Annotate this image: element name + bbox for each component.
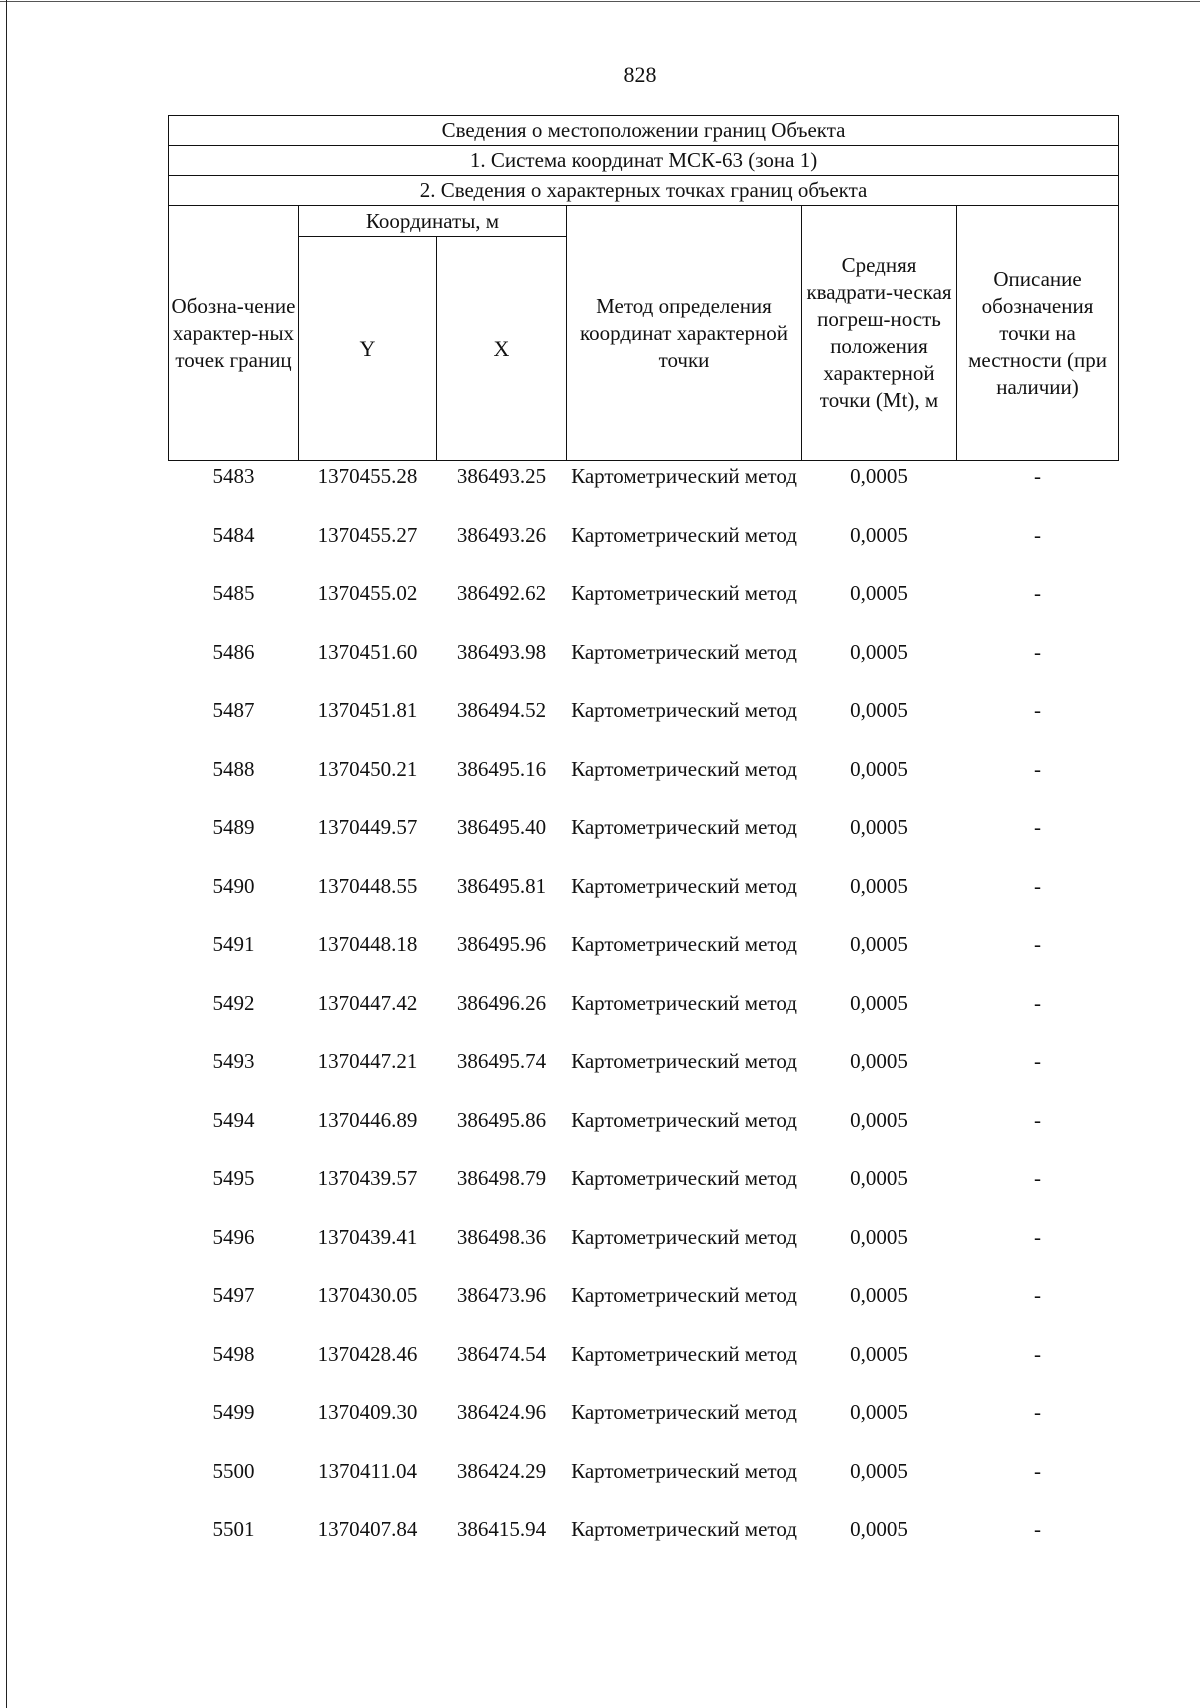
coord-x: 386493.25 [456, 464, 547, 488]
point-id: 5498 [212, 1341, 255, 1366]
method: Картометрический метод [571, 1283, 797, 1307]
coord-y: 1370428.46 [317, 1341, 418, 1366]
error-value: 0,0005 [850, 815, 908, 839]
description: - [1034, 698, 1042, 722]
table-row [169, 1046, 1119, 1105]
header-error: Средняя квадрати-ческая погреш-ность положения характерной точки (Mt), м [802, 206, 957, 461]
point-id: 5493 [212, 1049, 255, 1073]
table-row [169, 754, 1119, 813]
error-value: 0,0005 [850, 1517, 908, 1541]
method: Картометрический метод [571, 932, 797, 956]
scan-left-edge [6, 0, 7, 1708]
coord-y: 1370450.21 [317, 756, 418, 781]
description: - [1034, 1517, 1042, 1541]
coord-x: 386495.74 [456, 1049, 547, 1073]
coord-x: 386474.54 [456, 1341, 547, 1366]
coord-x: 386495.40 [456, 815, 547, 839]
description: - [1034, 932, 1042, 956]
header-x: X [437, 237, 567, 461]
coord-y: 1370455.27 [317, 522, 418, 547]
method: Картометрический метод [571, 1400, 797, 1424]
coord-x: 386495.16 [456, 756, 547, 781]
method: Картометрический метод [571, 1166, 797, 1190]
point-id: 5501 [212, 1517, 255, 1541]
coord-x: 386495.86 [456, 1107, 547, 1132]
error-value: 0,0005 [850, 1400, 908, 1424]
coord-x: 386496.26 [456, 990, 547, 1015]
coord-y: 1370430.05 [317, 1283, 418, 1307]
table-row [169, 578, 1119, 637]
points-section-title: 2. Сведения о характерных точках границ объекта [169, 176, 1119, 206]
coord-y: 1370439.57 [317, 1166, 418, 1190]
description: - [1034, 581, 1042, 605]
header-description: Описание обозначения точки на местности (при наличии) [957, 206, 1119, 461]
header-designation: Обозна-чение характер-ных точек границ [169, 206, 299, 461]
method: Картометрический метод [571, 464, 797, 488]
header-y: Y [299, 237, 437, 461]
method: Картометрический метод [571, 1341, 797, 1366]
point-id: 5497 [212, 1283, 255, 1307]
method: Картометрический метод [571, 1049, 797, 1073]
coord-x: 386495.96 [456, 932, 547, 956]
method: Картометрический метод [571, 698, 797, 722]
coord-y: 1370449.57 [317, 815, 418, 839]
description: - [1034, 1049, 1042, 1073]
table-row [169, 695, 1119, 754]
table-row [169, 1280, 1119, 1339]
page-number: 828 [623, 62, 657, 87]
method: Картометрический метод [571, 873, 797, 898]
error-value: 0,0005 [850, 522, 908, 547]
description: - [1034, 990, 1042, 1015]
error-value: 0,0005 [850, 1166, 908, 1190]
description: - [1034, 639, 1042, 664]
table-title: Сведения о местоположении границ Объекта [169, 116, 1119, 146]
coord-x: 386424.96 [456, 1400, 547, 1424]
error-value: 0,0005 [850, 464, 908, 488]
point-id: 5484 [212, 522, 255, 547]
method: Картометрический метод [571, 522, 797, 547]
error-value: 0,0005 [850, 1341, 908, 1366]
coord-x: 386495.81 [456, 873, 547, 898]
description: - [1034, 1166, 1042, 1190]
coord-x: 386498.79 [456, 1166, 547, 1190]
scan-top-edge [0, 1, 1200, 2]
table-row [169, 871, 1119, 930]
table-row [169, 637, 1119, 696]
coord-x: 386473.96 [456, 1283, 547, 1307]
coord-y: 1370451.81 [317, 698, 418, 722]
table-row [169, 520, 1119, 579]
header-method: Метод определения координат характерной точки [567, 206, 802, 461]
error-value: 0,0005 [850, 1458, 908, 1483]
coordinate-system-title: 1. Система координат МСК-63 (зона 1) [169, 146, 1119, 176]
error-value: 0,0005 [850, 932, 908, 956]
error-value: 0,0005 [850, 698, 908, 722]
coord-x: 386424.29 [456, 1458, 547, 1483]
point-id: 5486 [212, 639, 255, 664]
method: Картометрический метод [571, 756, 797, 781]
table-row [169, 1456, 1119, 1515]
description: - [1034, 756, 1042, 781]
description: - [1034, 1107, 1042, 1132]
coord-y: 1370447.21 [317, 1049, 418, 1073]
coord-x: 386494.52 [456, 698, 547, 722]
method: Картометрический метод [571, 815, 797, 839]
description: - [1034, 815, 1042, 839]
error-value: 0,0005 [850, 1107, 908, 1132]
point-id: 5496 [212, 1224, 255, 1249]
coord-y: 1370455.02 [317, 581, 418, 605]
table-row [169, 812, 1119, 871]
header-coordinates: Координаты, м [299, 206, 567, 237]
coord-y: 1370455.28 [317, 464, 418, 488]
coord-y: 1370448.55 [317, 873, 418, 898]
coord-y: 1370447.42 [317, 990, 418, 1015]
coord-y: 1370448.18 [317, 932, 418, 956]
point-id: 5499 [212, 1400, 255, 1424]
coord-y: 1370409.30 [317, 1400, 418, 1424]
description: - [1034, 1224, 1042, 1249]
description: - [1034, 1400, 1042, 1424]
method: Картометрический метод [571, 639, 797, 664]
coord-x: 386415.94 [456, 1517, 547, 1541]
coord-x: 386493.26 [456, 522, 547, 547]
point-id: 5487 [212, 698, 255, 722]
table-row [169, 1397, 1119, 1456]
method: Картометрический метод [571, 990, 797, 1015]
table-row [169, 1514, 1119, 1573]
error-value: 0,0005 [850, 1224, 908, 1249]
table-row [169, 1105, 1119, 1164]
description: - [1034, 1458, 1042, 1483]
point-id: 5489 [212, 815, 255, 839]
point-id: 5500 [212, 1458, 255, 1483]
coord-y: 1370411.04 [318, 1458, 417, 1483]
error-value: 0,0005 [850, 639, 908, 664]
description: - [1034, 522, 1042, 547]
table-header [169, 116, 1119, 461]
coord-y: 1370451.60 [317, 639, 418, 664]
coord-x: 386492.62 [456, 581, 547, 605]
point-id: 5485 [212, 581, 255, 605]
point-id: 5495 [212, 1166, 255, 1190]
method: Картометрический метод [571, 1458, 797, 1483]
point-id: 5492 [212, 990, 255, 1015]
boundary-points-table [168, 115, 1119, 1573]
description: - [1034, 1283, 1042, 1307]
description: - [1034, 1341, 1042, 1366]
table-row [169, 1339, 1119, 1398]
coord-y: 1370446.89 [317, 1107, 418, 1132]
description: - [1034, 873, 1042, 898]
error-value: 0,0005 [850, 873, 908, 898]
point-id: 5488 [212, 756, 255, 781]
coord-x: 386498.36 [456, 1224, 547, 1249]
error-value: 0,0005 [850, 1283, 908, 1307]
method: Картометрический метод [571, 1107, 797, 1132]
error-value: 0,0005 [850, 990, 908, 1015]
table-row [169, 1163, 1119, 1222]
error-value: 0,0005 [850, 756, 908, 781]
coord-x: 386493.98 [456, 639, 547, 664]
error-value: 0,0005 [850, 1049, 908, 1073]
table-row [169, 988, 1119, 1047]
table-body [169, 461, 1119, 1573]
error-value: 0,0005 [850, 581, 908, 605]
table-row [169, 461, 1119, 520]
table-row [169, 929, 1119, 988]
coord-y: 1370407.84 [317, 1517, 418, 1541]
table-row [169, 1222, 1119, 1281]
point-id: 5490 [212, 873, 255, 898]
coord-y: 1370439.41 [317, 1224, 418, 1249]
point-id: 5483 [212, 464, 255, 488]
point-id: 5491 [212, 932, 255, 956]
method: Картометрический метод [571, 581, 797, 605]
method: Картометрический метод [571, 1224, 797, 1249]
point-id: 5494 [212, 1107, 255, 1132]
method: Картометрический метод [571, 1517, 797, 1541]
description: - [1034, 464, 1042, 488]
